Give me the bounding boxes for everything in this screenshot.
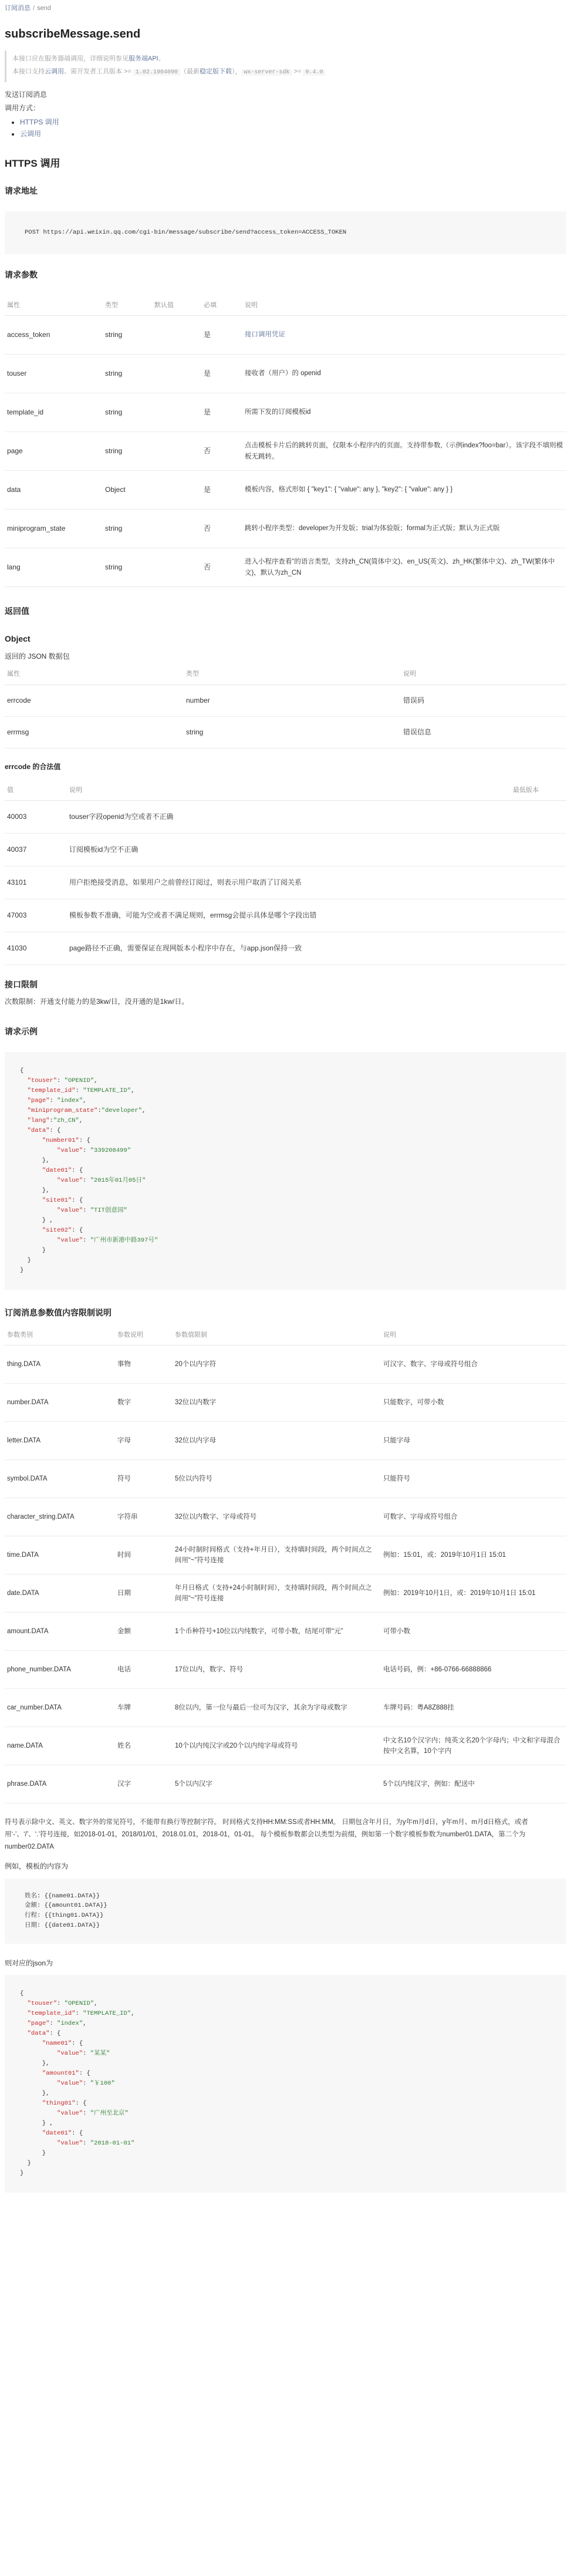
- column-header: 属性: [5, 665, 184, 685]
- json-key: "miniprogram_state": [27, 1107, 98, 1115]
- table-row: [5, 1346, 566, 1384]
- request-params-heading: 请求参数: [5, 270, 38, 280]
- rule-desc: 电话: [115, 1651, 173, 1689]
- errcode-desc: 订阅模板id为空不正确: [67, 834, 511, 866]
- table-row: [5, 899, 566, 932]
- rule-note: 例如：2019年10月1日，或：2019年10月1日 15:01: [381, 1574, 566, 1613]
- param-type: Object: [103, 471, 152, 510]
- errcode-desc: 用户拒绝接受消息，如果用户之前曾经订阅过，则表示用户取消了订阅关系: [67, 866, 511, 899]
- rule-category: date.DATA: [5, 1574, 115, 1613]
- param-name: data: [5, 471, 103, 510]
- param-type: string: [103, 393, 152, 432]
- notice-line-2: [12, 67, 566, 77]
- rule-limit: 5位以内符号: [173, 1460, 381, 1498]
- api-notice: [5, 50, 566, 82]
- table-row: [5, 1727, 566, 1765]
- table-row: [5, 1651, 566, 1689]
- code-line: "page": "index",: [27, 1097, 87, 1105]
- errcode-value: 41030: [5, 932, 67, 965]
- rule-limit: 32位以内字母: [173, 1422, 381, 1460]
- json-key: "page": [27, 2020, 50, 2028]
- code-line: } ,: [20, 1217, 53, 1225]
- column-header: 默认值: [152, 296, 201, 316]
- breadcrumb-parent-link[interactable]: 订阅消息: [5, 5, 31, 12]
- rule-desc: 事物: [115, 1346, 173, 1384]
- table-row: [5, 1536, 566, 1574]
- request-url-code: POST https://api.weixin.qq.com/cgi-bin/message/subscribe/send?access_token=ACCESS_TOKEN: [5, 211, 566, 254]
- return-desc: 错误信息: [401, 716, 566, 748]
- json-string: "339208499": [90, 1147, 131, 1155]
- json-key: "value": [57, 2050, 83, 2058]
- rule-desc: 金额: [115, 1613, 173, 1651]
- table-row: [5, 1384, 566, 1422]
- table-row: [5, 834, 566, 866]
- param-name: lang: [5, 548, 103, 587]
- rule-category: symbol.DATA: [5, 1460, 115, 1498]
- rule-limit: 17位以内，数字、符号: [173, 1651, 381, 1689]
- json-key: "touser": [27, 1077, 58, 1085]
- json-string: "index": [57, 2020, 83, 2028]
- param-desc: 点击模板卡片后的跳转页面，仅限本小程序内的页面。支持带参数,（示例index?foo=bar）。该字段不填则模板无跳转。: [242, 432, 566, 471]
- list-item: [20, 116, 566, 128]
- table-row: [5, 355, 566, 393]
- json-example-code: [5, 1975, 566, 2193]
- rules-heading: 订阅消息参数值内容限制说明: [5, 1308, 112, 1318]
- rule-note: 电话号码，例：+86-0766-66888866: [381, 1651, 566, 1689]
- column-header: 参数说明: [115, 1326, 173, 1346]
- breadcrumb-separator: /: [33, 5, 35, 12]
- param-desc: 模板内容，格式形如 { "key1": { "value": any }, "key2": { "value": any } }: [242, 471, 566, 510]
- breadcrumb-current: send: [37, 5, 51, 12]
- breadcrumb: [5, 0, 566, 12]
- json-string: "developer": [101, 1107, 142, 1115]
- param-desc: 所需下发的订阅模板id: [242, 393, 566, 432]
- code-line: "date01": {: [42, 1167, 83, 1175]
- rule-desc: 汉字: [115, 1765, 173, 1803]
- table-row: [5, 685, 566, 716]
- rule-desc: 车牌: [115, 1689, 173, 1727]
- column-header: 类型: [184, 665, 401, 685]
- cloud-call-method-link[interactable]: 云调用: [20, 130, 42, 139]
- rule-desc: 符号: [115, 1460, 173, 1498]
- code-line: {: [20, 1067, 24, 1075]
- table-header-row: [5, 781, 566, 801]
- sdk-version-code: 0.4.0: [303, 69, 325, 76]
- return-heading: 返回值: [5, 606, 29, 616]
- errcode-version: [511, 801, 566, 834]
- param-name: touser: [5, 355, 103, 393]
- sdk-code: wx-server-sdk: [241, 69, 292, 76]
- table-row: [5, 316, 566, 355]
- json-key: "data": [27, 2030, 50, 2038]
- errcode-table: [5, 781, 566, 966]
- param-default: [152, 510, 201, 548]
- rule-limit: 年月日格式（支持+24小时制时间），支持填时间段，两个时间点之间用“~”符号连接: [173, 1574, 381, 1613]
- json-key: "data": [27, 1127, 50, 1135]
- column-header: 说明: [401, 665, 566, 685]
- param-type: string: [103, 355, 152, 393]
- table-row: [5, 1498, 566, 1536]
- code-line: "value": "￥100": [57, 2080, 115, 2088]
- return-desc: 错误码: [401, 685, 566, 716]
- param-desc: 跳转小程序类型：developer为开发版；trial为体验版；formal为正式版；默认为正式版: [242, 510, 566, 548]
- json-key: "value": [57, 1147, 83, 1155]
- json-key: "thing01": [42, 2100, 76, 2108]
- table-row: [5, 393, 566, 432]
- template-content-code: [5, 1879, 566, 1944]
- rule-note: 中文名10个汉字内；纯英文名20个字母内；中文和字母混合按中文名算，10个字内: [381, 1727, 566, 1765]
- code-line: "page": "index",: [27, 2020, 87, 2028]
- rule-category: phrase.DATA: [5, 1765, 115, 1803]
- json-key: "value": [57, 2110, 83, 2118]
- code-line: "template_id": "TEMPLATE_ID",: [27, 2010, 135, 2018]
- errcode-version: [511, 899, 566, 932]
- code-line: "site02": {: [42, 1227, 83, 1235]
- rule-category: time.DATA: [5, 1536, 115, 1574]
- rule-category: character_string.DATA: [5, 1498, 115, 1536]
- column-header: 说明: [381, 1326, 566, 1346]
- json-string: "广州至北京": [90, 2110, 129, 2118]
- table-header-row: [5, 296, 566, 316]
- table-row: [5, 548, 566, 587]
- errcode-desc: 模板参数不准确，可能为空或者不满足规则，errmsg会提示具体是哪个字段出错: [67, 899, 511, 932]
- code-line: {: [20, 1990, 24, 1998]
- json-string: "某某": [90, 2050, 110, 2058]
- code-line: "date01": {: [42, 2130, 83, 2137]
- call-label: 调用方式：: [5, 103, 40, 112]
- json-string: "￥100": [90, 2080, 115, 2088]
- code-line: },: [20, 1157, 50, 1165]
- json-key: "site01": [42, 1197, 72, 1205]
- version-code: 1.02.1904090: [133, 69, 180, 76]
- column-header: 说明: [67, 781, 511, 801]
- errcode-heading: errcode 的合法值: [5, 762, 61, 771]
- rule-limit: 10个以内纯汉字或20个以内纯字母或符号: [173, 1727, 381, 1765]
- return-name: errmsg: [5, 716, 184, 748]
- example-heading: 请求示例: [5, 1027, 38, 1037]
- param-name: access_token: [5, 316, 103, 355]
- errcode-desc: page路径不正确，需要保证在现网版本小程序中存在，与app.json保持一致: [67, 932, 511, 965]
- code-line: }: [20, 2160, 31, 2167]
- table-row: [5, 932, 566, 965]
- rule-category: letter.DATA: [5, 1422, 115, 1460]
- notice-text: ），: [231, 68, 242, 75]
- notice-text: 本接口支持: [12, 68, 45, 75]
- code-line: "value": "2018-01-01": [57, 2140, 135, 2147]
- page-title: subscribeMessage.send: [5, 28, 141, 41]
- template-line: 日期: {{date01.DATA}}: [25, 1922, 100, 1930]
- json-key: "value": [57, 1237, 83, 1245]
- json-key: "value": [57, 2080, 83, 2088]
- return-desc: 返回的 JSON 数据包: [5, 652, 70, 660]
- code-line: }: [20, 2150, 46, 2157]
- request-example-code: [5, 1052, 566, 1290]
- table-row: [5, 866, 566, 899]
- rules-table: [5, 1326, 566, 1804]
- limit-text: 次数限制：开通支付能力的是3kw/日，没开通的是1kw/日。: [5, 997, 189, 1006]
- request-address-heading: 请求地址: [5, 186, 38, 195]
- param-type: string: [103, 510, 152, 548]
- code-line: }: [20, 1257, 31, 1265]
- notice-line-1: [12, 54, 566, 65]
- errcode-value: 43101: [5, 866, 67, 899]
- json-example-label: 则对应的json为: [5, 1958, 53, 1967]
- param-required: 是: [201, 393, 242, 432]
- json-string: "zh_CN": [53, 1117, 79, 1125]
- param-desc: 接收者（用户）的 openid: [242, 355, 566, 393]
- json-key: "value": [57, 1207, 83, 1215]
- rules-paragraph: 符号表示除中文、英文、数字外的常见符号，不能带有换行等控制字符。 时间格式支持HH:MM:SS或者HH:MM。 日期包含年月日，为y年m月d日，y年m月、m月d日格式，或者用‘-’、‘/’、‘.’符号连接，如2018-01-01，2018/01/01，2018.01.01，2018-01，01-01。 每个模板参数都会以类型为前缀，例如第一个数字模板参数为number01.DATA，第二个为number02.DATA: [5, 1819, 528, 1850]
- rule-desc: 时间: [115, 1536, 173, 1574]
- json-key: "value": [57, 1177, 83, 1185]
- rule-note: 只能符号: [381, 1460, 566, 1498]
- table-row: [5, 1460, 566, 1498]
- stable-download-link[interactable]: 稳定版下载: [199, 68, 232, 75]
- code-line: },: [20, 1187, 50, 1195]
- code-line: "data": {: [27, 1127, 61, 1135]
- code-line: "miniprogram_state":"developer",: [27, 1107, 146, 1115]
- table-row: [5, 1574, 566, 1613]
- column-header: 值: [5, 781, 67, 801]
- param-required: 是: [201, 471, 242, 510]
- call-methods-list: [20, 116, 566, 140]
- json-key: "amount01": [42, 2070, 79, 2078]
- code-line: "lang":"zh_CN",: [27, 1117, 83, 1125]
- rule-desc: 日期: [115, 1574, 173, 1613]
- table-row: [5, 801, 566, 834]
- json-key: "site02": [42, 1227, 72, 1235]
- code-line: "touser": "OPENID",: [27, 1077, 98, 1085]
- code-line: } ,: [20, 2120, 53, 2127]
- table-header-row: [5, 1326, 566, 1346]
- code-line: "touser": "OPENID",: [27, 2000, 98, 2008]
- rule-category: phone_number.DATA: [5, 1651, 115, 1689]
- column-header: 必填: [201, 296, 242, 316]
- request-params-table: [5, 296, 566, 588]
- param-type: string: [103, 432, 152, 471]
- code-line: "value": "2015年01月05日": [57, 1177, 146, 1185]
- code-line: "number01": {: [42, 1137, 90, 1145]
- server-api-link[interactable]: 服务端API: [129, 55, 158, 62]
- rule-limit: 8位以内，第一位与最后一位可为汉字，其余为字母或数字: [173, 1689, 381, 1727]
- rule-desc: 字母: [115, 1422, 173, 1460]
- errcode-version: [511, 866, 566, 899]
- code-line: },: [20, 2060, 50, 2068]
- json-string: "TEMPLATE_ID": [83, 1087, 131, 1095]
- rule-category: car_number.DATA: [5, 1689, 115, 1727]
- param-default: [152, 355, 201, 393]
- table-row: [5, 716, 566, 748]
- rule-category: thing.DATA: [5, 1346, 115, 1384]
- rule-note: 可带小数: [381, 1613, 566, 1651]
- column-header: 说明: [242, 296, 566, 316]
- cloud-call-link[interactable]: 云调用: [45, 68, 64, 75]
- code-line: "template_id": "TEMPLATE_ID",: [27, 1087, 135, 1095]
- rule-desc: 数字: [115, 1384, 173, 1422]
- notice-text: 。: [158, 55, 165, 62]
- json-key: "date01": [42, 2130, 72, 2137]
- notice-text: 。需开发者工具版本 >=: [64, 68, 133, 75]
- json-string: "OPENID": [64, 2000, 94, 2008]
- errcode-version: [511, 834, 566, 866]
- access-token-link[interactable]: 接口调用凭证: [245, 331, 285, 339]
- json-key: "number01": [42, 1137, 79, 1145]
- rule-limit: 5个以内汉字: [173, 1765, 381, 1803]
- param-name: template_id: [5, 393, 103, 432]
- code-line: "value": "TIT创意园": [57, 1207, 127, 1215]
- code-line: "amount01": {: [42, 2070, 90, 2078]
- param-type: string: [103, 316, 152, 355]
- return-type: string: [184, 716, 401, 748]
- return-table: [5, 665, 566, 748]
- table-row: [5, 1422, 566, 1460]
- rule-note: 可汉字、数字、字母或符号组合: [381, 1346, 566, 1384]
- column-header: 属性: [5, 296, 103, 316]
- json-key: "value": [57, 2140, 83, 2147]
- table-row: [5, 510, 566, 548]
- template-line: 行程: {{thing01.DATA}}: [25, 1912, 104, 1920]
- notice-text: （最新: [180, 68, 200, 75]
- notice-text: >=: [292, 68, 303, 75]
- json-key: "touser": [27, 2000, 58, 2008]
- errcode-value: 47003: [5, 899, 67, 932]
- param-default: [152, 316, 201, 355]
- code-line: "value": "339208499": [57, 1147, 131, 1155]
- rule-note: 只能字母: [381, 1422, 566, 1460]
- json-key: "name01": [42, 2040, 72, 2048]
- table-row: [5, 1689, 566, 1727]
- param-required: 否: [201, 432, 242, 471]
- rule-note: 只能数字，可带小数: [381, 1384, 566, 1422]
- code-line: }: [20, 2170, 24, 2177]
- intro-text: 发送订阅消息: [5, 90, 48, 99]
- template-line: 姓名: {{name01.DATA}}: [25, 1892, 100, 1900]
- limit-heading: 接口限制: [5, 980, 38, 990]
- param-default: [152, 548, 201, 587]
- errcode-version: [511, 932, 566, 965]
- param-name: miniprogram_state: [5, 510, 103, 548]
- json-key: "page": [27, 1097, 50, 1105]
- rule-limit: 32位以内数字: [173, 1384, 381, 1422]
- rule-limit: 1个币种符号+10位以内纯数字，可带小数，结尾可带“元”: [173, 1613, 381, 1651]
- rule-note: 车牌号码：粤A8Z888挂: [381, 1689, 566, 1727]
- column-header: 参数类别: [5, 1326, 115, 1346]
- json-string: "TEMPLATE_ID": [83, 2010, 131, 2018]
- table-row: [5, 1613, 566, 1651]
- table-row: [5, 432, 566, 471]
- object-heading: Object: [5, 633, 31, 643]
- param-required: 是: [201, 316, 242, 355]
- errcode-value: 40037: [5, 834, 67, 866]
- param-required: 是: [201, 355, 242, 393]
- code-line: "value": "广州市新港中路397号": [57, 1237, 158, 1245]
- rule-category: amount.DATA: [5, 1613, 115, 1651]
- rule-category: number.DATA: [5, 1384, 115, 1422]
- rule-category: name.DATA: [5, 1727, 115, 1765]
- template-line: 金额: {{amount01.DATA}}: [25, 1902, 107, 1910]
- param-default: [152, 393, 201, 432]
- param-required: 否: [201, 548, 242, 587]
- notice-text: 本接口应在服务器端调用，详细说明参见: [12, 55, 129, 62]
- column-header: 类型: [103, 296, 152, 316]
- table-header-row: [5, 665, 566, 685]
- return-type: number: [184, 685, 401, 716]
- column-header: 参数值限制: [173, 1326, 381, 1346]
- json-key: "date01": [42, 1167, 72, 1175]
- https-call-link[interactable]: HTTPS 调用: [20, 117, 59, 126]
- param-desc: 进入小程序查看”的语言类型，支持zh_CN(简体中文)、en_US(英文)、zh_HK(繁体中文)、zh_TW(繁体中文)，默认为zh_CN: [242, 548, 566, 587]
- code-line: "data": {: [27, 2030, 61, 2038]
- table-row: [5, 471, 566, 510]
- table-row: [5, 1765, 566, 1803]
- json-string: "OPENID": [64, 1077, 94, 1085]
- json-string: "2018-01-01": [90, 2140, 135, 2147]
- code-line: "value": "广州至北京": [57, 2110, 129, 2118]
- code-line: }: [20, 1247, 46, 1255]
- list-item: [20, 128, 566, 140]
- json-key: "template_id": [27, 2010, 76, 2018]
- code-line: "value": "某某": [57, 2050, 110, 2058]
- rule-note: 例如：15:01，或：2019年10月1日 15:01: [381, 1536, 566, 1574]
- https-heading: HTTPS 调用: [5, 157, 60, 169]
- json-string: "2015年01月05日": [90, 1177, 146, 1185]
- code-line: "name01": {: [42, 2040, 83, 2048]
- json-string: "TIT创意园": [90, 1207, 127, 1215]
- code-line: }: [20, 1267, 24, 1274]
- rule-desc: 姓名: [115, 1727, 173, 1765]
- code-line: },: [20, 2090, 50, 2098]
- errcode-desc: touser字段openid为空或者不正确: [67, 801, 511, 834]
- rule-limit: 20个以内字符: [173, 1346, 381, 1384]
- code-line: "thing01": {: [42, 2100, 87, 2108]
- errcode-value: 40003: [5, 801, 67, 834]
- template-example-label: 例如，模板的内容为: [5, 1862, 69, 1871]
- param-default: [152, 471, 201, 510]
- param-name: page: [5, 432, 103, 471]
- return-name: errcode: [5, 685, 184, 716]
- param-required: 否: [201, 510, 242, 548]
- param-desc: [242, 316, 566, 355]
- column-header: 最低版本: [511, 781, 566, 801]
- rule-note: 5个以内纯汉字，例如：配送中: [381, 1765, 566, 1803]
- json-string: "广州市新港中路397号": [90, 1237, 158, 1245]
- json-key: "lang": [27, 1117, 50, 1125]
- param-type: string: [103, 548, 152, 587]
- rule-note: 可数字、字母或符号组合: [381, 1498, 566, 1536]
- rule-limit: 24小时制时间格式（支持+年月日），支持填时间段，两个时间点之间用“~”符号连接: [173, 1536, 381, 1574]
- code-line: "site01": {: [42, 1197, 83, 1205]
- json-string: "index": [57, 1097, 83, 1105]
- rule-desc: 字符串: [115, 1498, 173, 1536]
- rule-limit: 32位以内数字、字母或符号: [173, 1498, 381, 1536]
- json-key: "template_id": [27, 1087, 76, 1095]
- param-default: [152, 432, 201, 471]
